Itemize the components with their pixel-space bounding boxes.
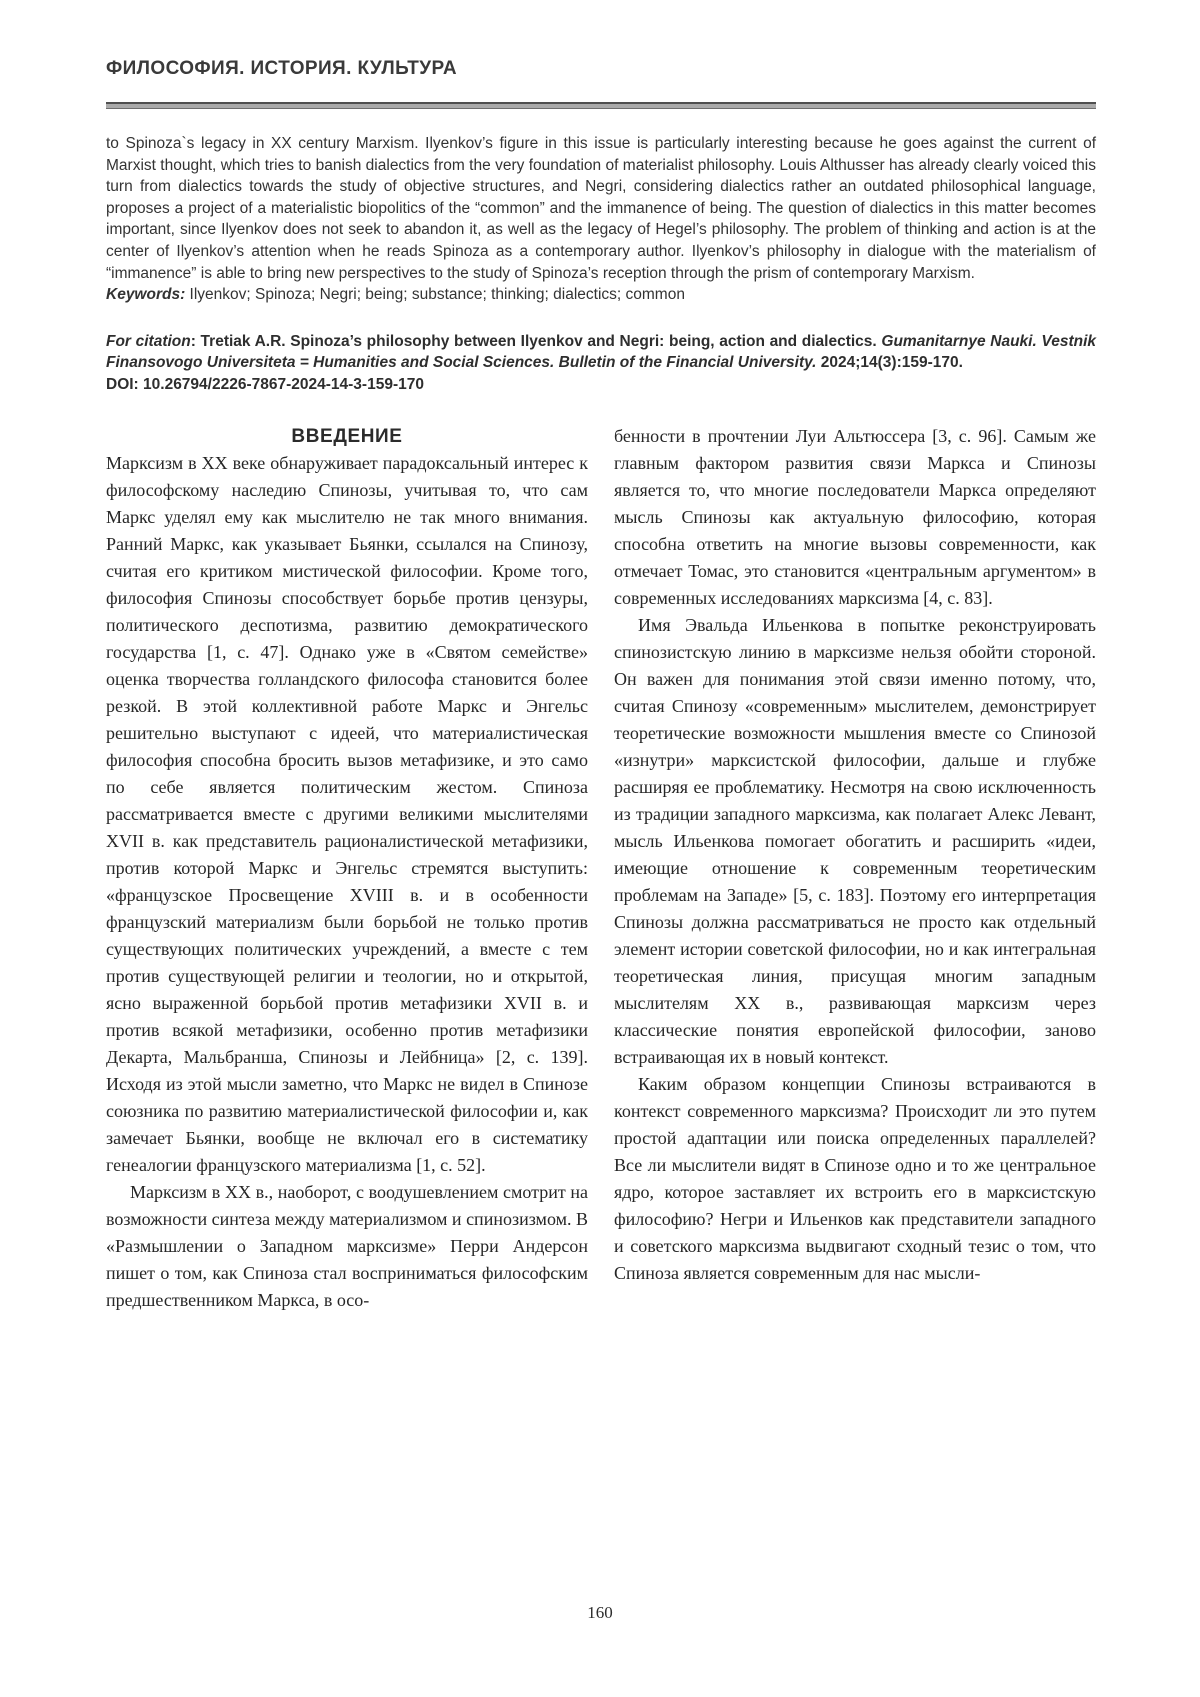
abstract-text: to Spinoza`s legacy in XX century Marxism. Ilyenkov’s figure in this issue is particularly interesting because he goes against the current of Marxist thought, which tries to banish dialectics from the very foundation of materialist philosophy. Louis Althusser has already clearly voiced this turn from dialectics towards the study of objective structures, and Negri, considering dialectics rather an outdated philosophical language, proposes a project of a materialistic biopolitics of the “common” and the immanence of being. The question of dialectics in this matter becomes important, since Ilyenkov does not seek to abandon it, as well as the legacy of Hegel’s philosophy. The problem of thinking and action is at the center of Ilyenkov’s attention when he reads Spinoza as a contemporary author. Ilyenkov’s philosophy in dialogue with the materialism of “immanence” is able to bring new perspectives to the study of Spinoza’s reception through the prism of contemporary Marxism. xyxy=(106,135,1096,282)
header-divider-rule xyxy=(106,102,1096,109)
for-citation-label: For citation xyxy=(106,332,191,350)
abstract-block xyxy=(106,133,1096,306)
body-paragraph: Марксизм в XX веке обнаруживает парадоксальный интерес к философскому наследию Спинозы, учитывая то, что сам Маркс уделял ему как мыслителю не так много внимания. Ранний Маркс, как указывает Бьянки, ссылался на Спинозу, считая его критиком мистической философии. Кроме того, философия Спинозы способствует борьбе против цензуры, политического деспотизма, развитию демократического государства [1, с. 47]. Однако уже в «Святом семействе» оценка творчества голландского философа становится более резкой. В этой коллективной работе Маркс и Энгельс решительно выступают с идеей, что материалистическая философия способна бросить вызов метафизике, и это само по себе является политическим жестом. Спиноза рассматривается вместе с другими великими мыслителями XVII в. как представитель рационалистической метафизики, против которой Маркс и Энгельс стремятся выступить: «французское Просвещение XVIII в. и в особенности французский материализм были борьбой не только против существующих политических учреждений, а вместе с тем против существующей религии и теологии, но и открытой, ясно выраженной борьбой против метафизики XVII в. и против всякой метафизики, особенно против метафизики Декарта, Мальбранша, Спинозы и Лейбница» [2, с. 139]. Исходя из этой мысли заметно, что Маркс не видел в Спинозе союзника по развитию материалистической философии и, как замечает Бьянки, вообще не включал его в систематику генеалогии французского материализма [1, с. 52]. xyxy=(106,452,588,1175)
right-column xyxy=(614,423,1096,1314)
citation-block xyxy=(106,331,1096,396)
citation-issue-pages: 2024;14(3):159-170. xyxy=(820,354,963,372)
body-paragraph: Каким образом концепции Спинозы встраиваются в контекст современного марксизма? Происходит ли это путем простой адаптации или поиска определенных параллелей? Все ли мыслители видят в Спинозе одно и то же центральное ядро, которое заставляет их встроить его в марксистскую философию? Негри и Ильенков как представители западного и советского марксизма выдвигают сходный тезис о том, что Спиноза является современным для нас мысли- xyxy=(614,1073,1096,1283)
doi-line: DOI: 10.26794/2226-7867-2024-14-3-159-170 xyxy=(106,375,424,393)
left-column xyxy=(106,423,588,1314)
page-number: 160 xyxy=(587,1603,613,1622)
keywords-text: Ilyenkov; Spinoza; Negri; being; substance; thinking; dialectics; common xyxy=(185,286,685,304)
citation-authors-title: : Tretiak A.R. Spinoza’s philosophy between Ilyenkov and Negri: being, action and dialectics. xyxy=(190,332,882,350)
body-paragraph: Имя Эвальда Ильенкова в попытке реконструировать спинозистскую линию в марксизме нельзя обойти стороной. Он важен для понимания этой связи именно потому, что, считая Спинозу «современным» мыслителем, демонстрирует теоретические возможности мышления вместе со Спинозой «изнутри» марксистской философии, дальше и глубже расширяя ее проблематику. Несмотря на свою исключенность из традиции западного марксизма, как полагает Алекс Левант, мысль Ильенкова помогает обогатить и расширить «идеи, имеющие отношение к современным теоретическим проблемам на Западе» [5, с. 183]. Поэтому его интерпретация Спинозы должна рассматриваться не просто как отдельный элемент истории советской философии, но и как интегральная теоретическая линия, присущая многим западным мыслителям XX в., развивающая марксизм через классические понятия европейской философии, заново встраивающая их в новый контекст. xyxy=(614,614,1096,1067)
citation-journal-name: Gumanitarnye Nauki. Vestnik Finansovogo Universiteta = Humanities and Social Sciences. Bulletin of the Financial University. xyxy=(106,332,1096,372)
body-paragraph: Марксизм в XX в., наоборот, с воодушевлением смотрит на возможности синтеза между материализмом и спинозизмом. В «Размышлении о Западном марксизме» Перри Андерсон пишет о том, как Спиноза стал восприниматься философским предшественником Маркса, в осо- xyxy=(106,1181,588,1310)
body-paragraph: бенности в прочтении Луи Альтюссера [3, с. 96]. Самым же главным фактором развития связи Маркса и Спинозы является то, что многие последователи Маркса определяют мысль Спинозы как актуальную философию, которая способна ответить на многие вызовы современности, как отмечает Томас, это становится «центральным аргументом» в современных исследованиях марксизма [4, с. 83]. xyxy=(614,425,1096,608)
two-column-body xyxy=(106,423,1096,1314)
running-head-section-title: ФИЛОСОФИЯ. ИСТОРИЯ. КУЛЬТУРА xyxy=(106,58,458,79)
keywords-label: Keywords: xyxy=(106,286,186,304)
introduction-heading: ВВЕДЕНИЕ xyxy=(291,425,403,447)
